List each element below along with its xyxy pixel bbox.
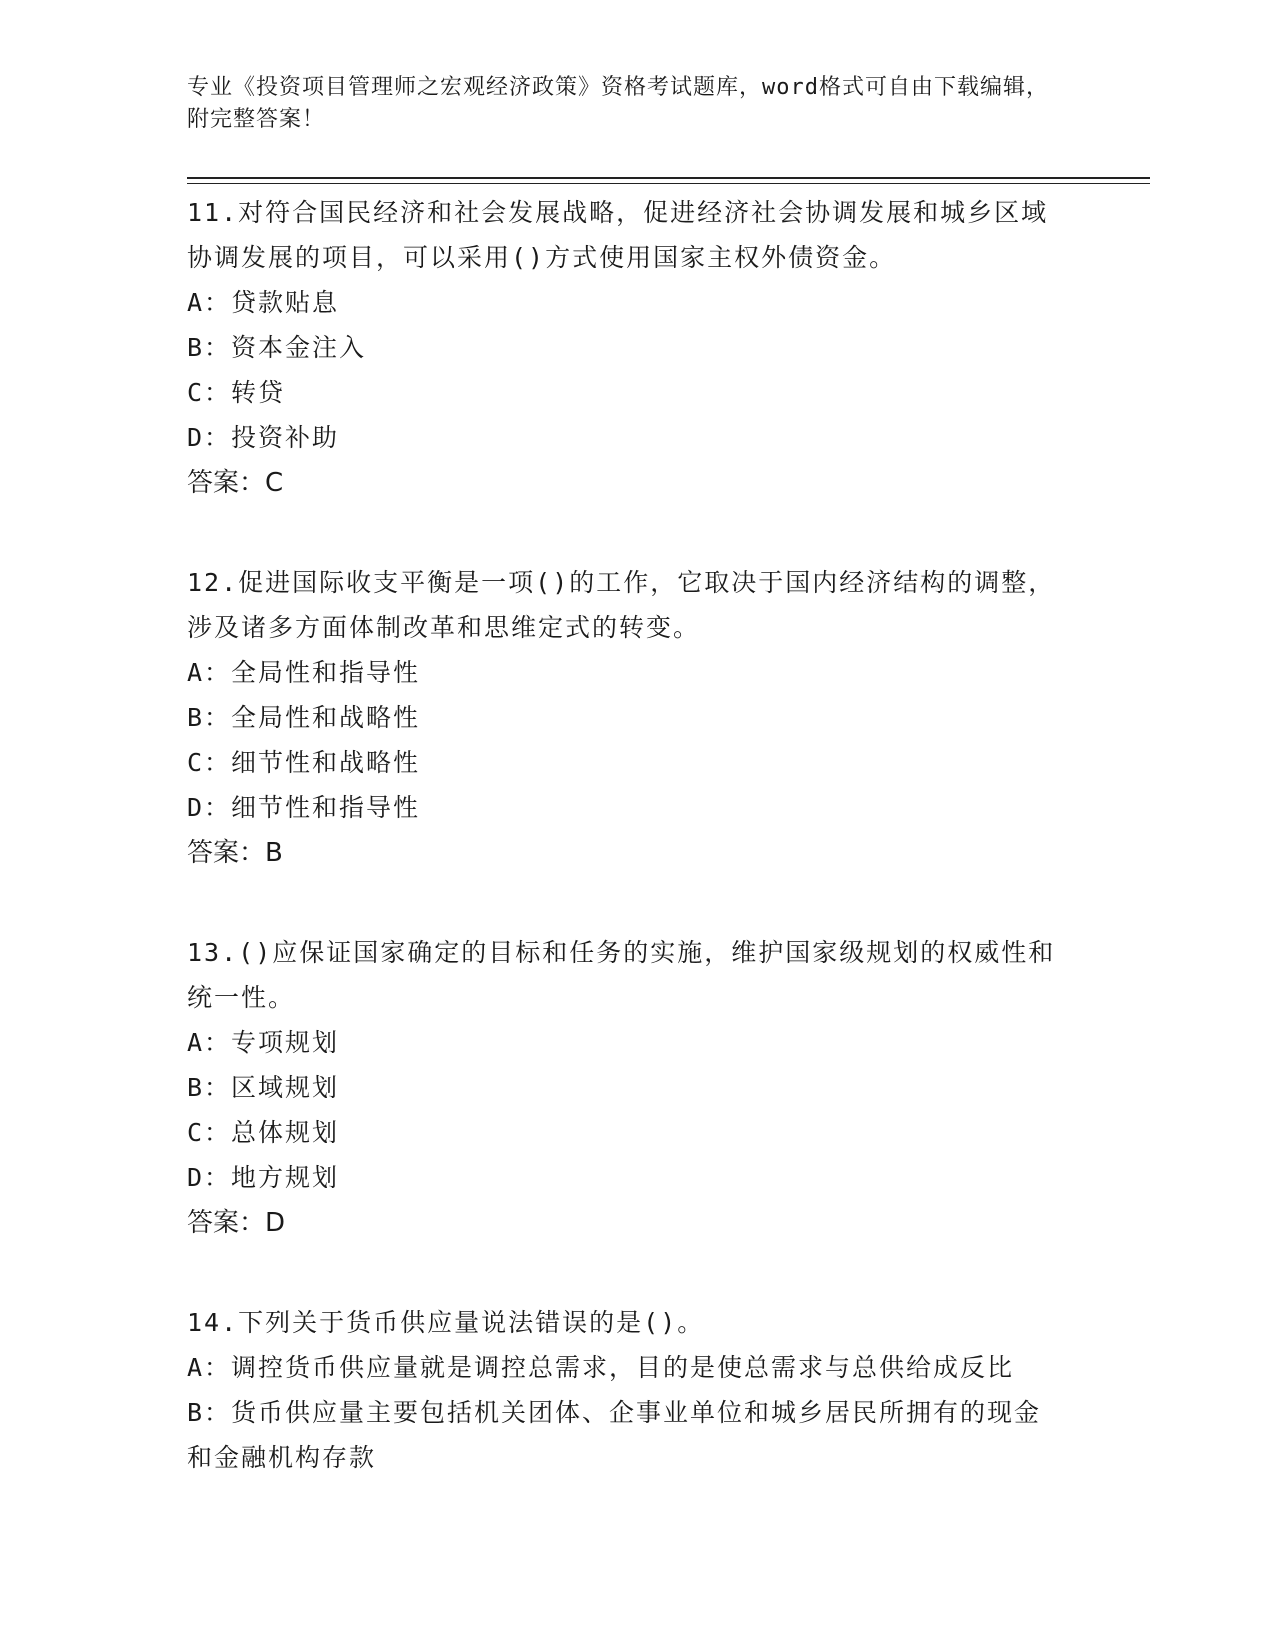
answer-line: 答案：B [187, 838, 283, 868]
option-b: B：区域规划 [187, 1073, 340, 1102]
question-stem: 11.对符合国民经济和社会发展战略，促进经济社会协调发展和城乡区域协调发展的项目，可以采用()方式使用国家主权外债资金。 [187, 198, 1049, 272]
question-14 [187, 1300, 1067, 1480]
option-d: D：细节性和指导性 [187, 793, 421, 822]
option-b: B：资本金注入 [187, 333, 367, 362]
header-divider-thick [187, 177, 1150, 179]
question-13 [187, 930, 1067, 1246]
option-a: A：贷款贴息 [187, 288, 340, 317]
document-header: 专业《投资项目管理师之宏观经济政策》资格考试题库，word格式可自由下载编辑，附完整答案！ [187, 75, 1049, 132]
option-a: A：调控货币供应量就是调控总需求，目的是使总需求与总供给成反比 [187, 1353, 1015, 1382]
question-stem: 13.()应保证国家确定的目标和任务的实施，维护国家级规划的权威性和统一性。 [187, 938, 1056, 1012]
option-a: A：全局性和指导性 [187, 658, 421, 687]
question-12 [187, 560, 1067, 876]
option-d: D：地方规划 [187, 1163, 340, 1192]
question-stem: 12.促进国际收支平衡是一项()的工作，它取决于国内经济结构的调整，涉及诸多方面体制改革和思维定式的转变。 [187, 568, 1056, 642]
question-list [187, 190, 1067, 1534]
question-11 [187, 190, 1067, 506]
option-c: C：总体规划 [187, 1118, 340, 1147]
option-a: A：专项规划 [187, 1028, 340, 1057]
option-c: C：细节性和战略性 [187, 748, 421, 777]
answer-line: 答案：D [187, 1208, 286, 1238]
answer-line: 答案：C [187, 468, 284, 498]
header-divider-thin [187, 183, 1150, 184]
option-c: C：转贷 [187, 378, 286, 407]
option-d: D：投资补助 [187, 423, 340, 452]
option-b: B：全局性和战略性 [187, 703, 421, 732]
question-stem: 14.下列关于货币供应量说法错误的是()。 [187, 1308, 705, 1337]
option-b: B：货币供应量主要包括机关团体、企事业单位和城乡居民所拥有的现金和金融机构存款 [187, 1398, 1042, 1472]
